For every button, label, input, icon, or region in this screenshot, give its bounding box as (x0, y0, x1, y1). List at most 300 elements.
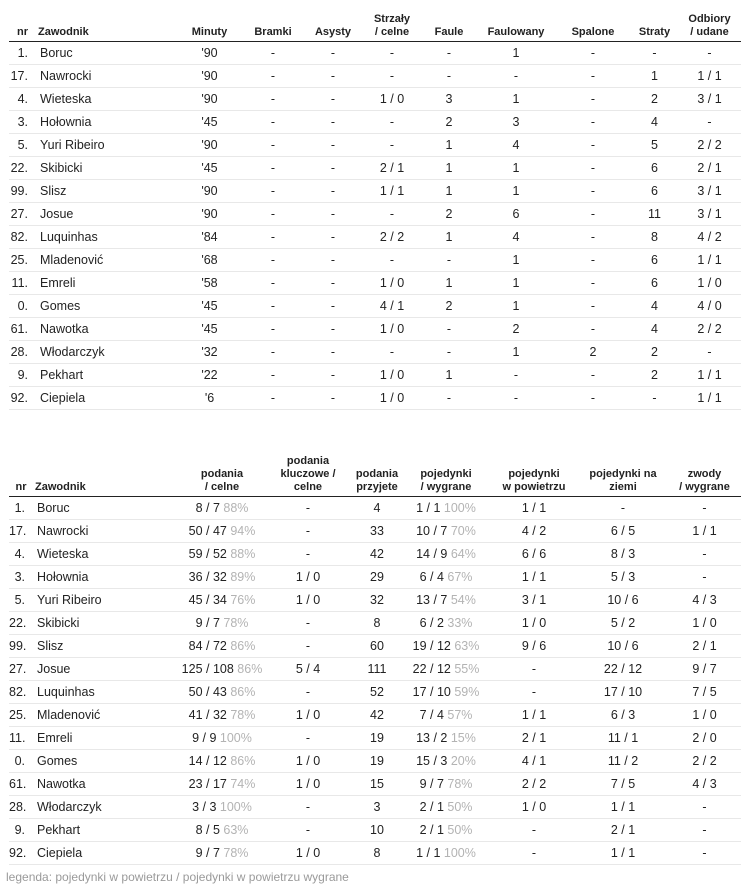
header-duels-line2: / wygrane (420, 481, 472, 493)
cell-nr: 22. (9, 157, 36, 180)
cell-goals: - (243, 387, 303, 410)
player-stats-table-2 (9, 452, 741, 865)
header-recoveries-line1: Odbiory (688, 13, 731, 25)
cell-player (33, 566, 180, 589)
cell-takeons (668, 612, 741, 635)
cell-shots: 1 / 0 (363, 387, 421, 410)
cell-player (33, 589, 180, 612)
cell-offsides: - (555, 180, 631, 203)
cell-player-value: Gomes (37, 754, 78, 768)
cell-shots: - (363, 341, 421, 364)
table-row (9, 520, 741, 543)
header-assists: Asysty (303, 6, 363, 42)
cell-duels-percent: 54% (450, 593, 476, 607)
cell-ground-duels (578, 589, 668, 612)
cell-fouled: 4 (477, 226, 555, 249)
table-row (9, 88, 741, 111)
cell-losses: - (631, 42, 678, 65)
cell-assists: - (303, 318, 363, 341)
cell-offsides: - (555, 88, 631, 111)
cell-passes-value: 84 / 72 (188, 639, 227, 653)
cell-minutes: '90 (176, 203, 243, 226)
cell-fouls: 1 (421, 272, 477, 295)
cell-fouled: 2 (477, 318, 555, 341)
cell-nr: 82. (9, 226, 36, 249)
cell-nr (9, 819, 33, 842)
cell-passes (180, 681, 264, 704)
cell-duels-value: 1 / 1 (416, 846, 441, 860)
cell-ground-duels (578, 727, 668, 750)
table-row (9, 842, 741, 865)
cell-nr: 17. (9, 65, 36, 88)
cell-player: Luquinhas (36, 226, 176, 249)
header-ground-duels-line1: pojedynki na (589, 468, 657, 480)
cell-offsides: - (555, 387, 631, 410)
cell-ground-duels-value: 17 / 10 (603, 685, 643, 699)
cell-ground-duels-value: 6 / 5 (610, 524, 636, 538)
cell-air-duels-value: - (531, 685, 537, 699)
cell-air-duels (490, 658, 578, 681)
cell-key-passes-value: 1 / 0 (295, 777, 321, 791)
cell-ground-duels-value: 22 / 12 (603, 662, 643, 676)
cell-player (33, 681, 180, 704)
cell-nr: 5. (9, 134, 36, 157)
cell-player: Włodarczyk (36, 341, 176, 364)
cell-duels (402, 727, 490, 750)
cell-fouled: 1 (477, 157, 555, 180)
table-row (9, 341, 741, 364)
cell-shots: 1 / 0 (363, 364, 421, 387)
cell-passes-percent: 86% (237, 662, 263, 676)
cell-air-duels-value: 4 / 2 (521, 524, 547, 538)
cell-ground-duels (578, 681, 668, 704)
table-row (9, 364, 741, 387)
cell-nr-value: 5. (14, 593, 25, 607)
cell-air-duels-value: 3 / 1 (521, 593, 547, 607)
cell-air-duels-value: 1 / 1 (521, 708, 547, 722)
cell-nr (9, 796, 33, 819)
cell-received (352, 612, 402, 635)
header-air-duels (490, 452, 578, 497)
cell-ground-duels (578, 497, 668, 520)
cell-nr: 0. (9, 295, 36, 318)
table-row (9, 543, 741, 566)
cell-assists: - (303, 88, 363, 111)
cell-ground-duels-value: 1 / 1 (610, 846, 636, 860)
table-row (9, 589, 741, 612)
cell-nr: 92. (9, 387, 36, 410)
cell-minutes: '45 (176, 295, 243, 318)
table-row (9, 704, 741, 727)
cell-passes-value: 59 / 52 (188, 547, 227, 561)
cell-air-duels-value: - (531, 823, 537, 837)
cell-received (352, 842, 402, 865)
cell-recoveries: 2 / 2 (678, 318, 741, 341)
cell-duels (402, 566, 490, 589)
cell-fouled: - (477, 65, 555, 88)
cell-fouled: 1 (477, 295, 555, 318)
cell-received (352, 773, 402, 796)
cell-player-value: Mladenović (37, 708, 101, 722)
cell-key-passes (264, 842, 352, 865)
cell-takeons-value: 1 / 1 (692, 524, 717, 538)
cell-nr (9, 681, 33, 704)
cell-assists: - (303, 226, 363, 249)
cell-shots: - (363, 203, 421, 226)
table-row (9, 134, 741, 157)
cell-duels (402, 635, 490, 658)
cell-received-value: 8 (373, 846, 381, 860)
cell-player: Skibicki (36, 157, 176, 180)
cell-received-value: 8 (373, 616, 381, 630)
cell-key-passes-value: 1 / 0 (295, 754, 321, 768)
table-row (9, 111, 741, 134)
header-minutes: Minuty (176, 6, 243, 42)
cell-minutes: '22 (176, 364, 243, 387)
cell-duels-percent: 100% (443, 846, 476, 860)
cell-player: Slisz (36, 180, 176, 203)
cell-player-value: Hołownia (37, 570, 89, 584)
cell-player: Emreli (36, 272, 176, 295)
header-recoveries (678, 6, 741, 42)
cell-air-duels-value: 4 / 1 (521, 754, 547, 768)
cell-shots: 4 / 1 (363, 295, 421, 318)
cell-takeons-value: 2 / 2 (692, 754, 717, 768)
cell-received (352, 520, 402, 543)
cell-player (33, 773, 180, 796)
header-key-passes-line2: kluczowe / (280, 468, 336, 480)
cell-duels-value: 14 / 9 (416, 547, 448, 561)
cell-received-value: 111 (367, 662, 387, 676)
cell-duels-percent: 67% (447, 570, 473, 584)
cell-air-duels (490, 819, 578, 842)
cell-nr: 4. (9, 88, 36, 111)
cell-received (352, 635, 402, 658)
cell-takeons-value: - (702, 846, 707, 860)
cell-losses: 6 (631, 249, 678, 272)
cell-recoveries: 4 / 2 (678, 226, 741, 249)
cell-air-duels-value: 2 / 2 (521, 777, 547, 791)
header-takeons-line1: zwody (687, 468, 722, 480)
cell-duels-percent: 50% (447, 800, 473, 814)
header-ground-duels-line2: ziemi (609, 481, 637, 493)
cell-received (352, 819, 402, 842)
table-row (9, 42, 741, 65)
table-row (9, 387, 741, 410)
cell-goals: - (243, 249, 303, 272)
cell-assists: - (303, 295, 363, 318)
cell-nr-value: 1. (14, 501, 25, 515)
cell-fouls: - (421, 249, 477, 272)
cell-key-passes-value: 5 / 4 (295, 662, 321, 676)
cell-losses: 1 (631, 65, 678, 88)
cell-recoveries: 1 / 1 (678, 249, 741, 272)
cell-duels-value: 13 / 2 (416, 731, 448, 745)
cell-received (352, 497, 402, 520)
cell-takeons (668, 658, 741, 681)
cell-key-passes-value: - (305, 524, 311, 538)
header-recoveries-line2: / udane (690, 26, 729, 38)
cell-received-value: 3 (373, 800, 381, 814)
cell-assists: - (303, 203, 363, 226)
cell-minutes: '45 (176, 318, 243, 341)
cell-duels-value: 2 / 1 (419, 823, 444, 837)
cell-takeons (668, 497, 741, 520)
cell-goals: - (243, 318, 303, 341)
cell-assists: - (303, 364, 363, 387)
cell-key-passes (264, 520, 352, 543)
header-key-passes (264, 452, 352, 497)
cell-air-duels (490, 543, 578, 566)
cell-passes-value: 9 / 7 (195, 846, 220, 860)
cell-shots: - (363, 111, 421, 134)
cell-passes-value: 125 / 108 (181, 662, 234, 676)
cell-player (33, 612, 180, 635)
cell-ground-duels (578, 704, 668, 727)
cell-shots: 2 / 1 (363, 157, 421, 180)
cell-key-passes-value: 1 / 0 (295, 846, 321, 860)
table-row (9, 157, 741, 180)
cell-fouls: 1 (421, 364, 477, 387)
cell-received-value: 52 (370, 685, 384, 699)
cell-ground-duels (578, 520, 668, 543)
cell-fouls: 3 (421, 88, 477, 111)
cell-recoveries: - (678, 42, 741, 65)
cell-duels-percent: 63% (454, 639, 480, 653)
cell-nr-value: 25. (9, 708, 27, 722)
header-losses: Straty (631, 6, 678, 42)
cell-fouled: - (477, 364, 555, 387)
cell-player (33, 543, 180, 566)
cell-duels-percent: 55% (454, 662, 480, 676)
cell-passes-percent: 100% (219, 731, 252, 745)
cell-key-passes (264, 727, 352, 750)
cell-air-duels (490, 704, 578, 727)
cell-passes-percent: 63% (223, 823, 249, 837)
table-row (9, 203, 741, 226)
cell-ground-duels-value: - (620, 501, 626, 515)
cell-key-passes-value: - (305, 639, 311, 653)
cell-offsides: 2 (555, 341, 631, 364)
cell-air-duels (490, 520, 578, 543)
cell-air-duels-value: - (531, 662, 537, 676)
cell-duels-percent: 78% (447, 777, 473, 791)
cell-passes-value: 9 / 7 (195, 616, 220, 630)
cell-takeons (668, 589, 741, 612)
header-duels (402, 452, 490, 497)
header-passes (180, 452, 264, 497)
cell-fouled: 1 (477, 42, 555, 65)
table-row (9, 566, 741, 589)
cell-nr: 99. (9, 180, 36, 203)
header-air-duels-line1: pojedynki (508, 468, 560, 480)
cell-ground-duels (578, 543, 668, 566)
cell-received (352, 681, 402, 704)
table-row (9, 612, 741, 635)
cell-received-value: 19 (370, 754, 384, 768)
cell-player: Nawrocki (36, 65, 176, 88)
table-row (9, 681, 741, 704)
cell-nr (9, 727, 33, 750)
header-shots-line1: Strzały (373, 13, 411, 25)
header-received-line2: przyjete (356, 481, 398, 493)
cell-takeons (668, 704, 741, 727)
cell-fouled: 1 (477, 88, 555, 111)
cell-duels (402, 842, 490, 865)
cell-takeons (668, 750, 741, 773)
cell-passes-value: 23 / 17 (188, 777, 227, 791)
header-ground-duels (578, 452, 668, 497)
cell-passes (180, 727, 264, 750)
cell-recoveries: 3 / 1 (678, 88, 741, 111)
cell-minutes: '68 (176, 249, 243, 272)
cell-losses: 2 (631, 364, 678, 387)
cell-key-passes-value: - (305, 501, 311, 515)
cell-passes-value: 8 / 5 (195, 823, 220, 837)
cell-ground-duels-value: 7 / 5 (610, 777, 636, 791)
cell-nr-value: 82. (9, 685, 27, 699)
cell-key-passes (264, 635, 352, 658)
cell-nr (9, 635, 33, 658)
cell-fouled: 3 (477, 111, 555, 134)
cell-losses: 6 (631, 272, 678, 295)
cell-player-value: Nawotka (37, 777, 86, 791)
cell-fouled: 6 (477, 203, 555, 226)
cell-duels-value: 1 / 1 (416, 501, 441, 515)
cell-fouls: - (421, 341, 477, 364)
table-row (9, 635, 741, 658)
cell-fouls: 2 (421, 295, 477, 318)
cell-air-duels-value: 9 / 6 (521, 639, 547, 653)
cell-nr (9, 566, 33, 589)
cell-nr: 61. (9, 318, 36, 341)
cell-nr (9, 612, 33, 635)
cell-passes (180, 842, 264, 865)
cell-air-duels-value: 2 / 1 (521, 731, 547, 745)
cell-duels-value: 6 / 4 (419, 570, 444, 584)
cell-goals: - (243, 65, 303, 88)
header-player: Zawodnik (36, 6, 176, 42)
cell-nr-value: 0. (14, 754, 25, 768)
cell-passes-value: 9 / 9 (192, 731, 217, 745)
cell-takeons-value: 1 / 0 (692, 708, 717, 722)
cell-fouled: - (477, 387, 555, 410)
header-goals: Bramki (243, 6, 303, 42)
cell-duels-value: 22 / 12 (412, 662, 451, 676)
cell-air-duels (490, 681, 578, 704)
table-row (9, 295, 741, 318)
cell-key-passes (264, 497, 352, 520)
cell-player: Ciepiela (36, 387, 176, 410)
cell-recoveries: 2 / 1 (678, 157, 741, 180)
cell-takeons-value: 4 / 3 (692, 593, 717, 607)
cell-goals: - (243, 341, 303, 364)
cell-duels (402, 773, 490, 796)
cell-received-value: 60 (370, 639, 384, 653)
cell-recoveries: 3 / 1 (678, 180, 741, 203)
header-received (352, 452, 402, 497)
cell-nr-value: 3. (14, 570, 25, 584)
cell-goals: - (243, 295, 303, 318)
cell-nr-value: 28. (9, 800, 27, 814)
cell-player-value: Boruc (37, 501, 70, 515)
cell-received (352, 796, 402, 819)
cell-fouls: - (421, 387, 477, 410)
cell-assists: - (303, 111, 363, 134)
cell-key-passes (264, 704, 352, 727)
cell-duels (402, 658, 490, 681)
cell-takeons-value: - (702, 501, 707, 515)
cell-minutes: '6 (176, 387, 243, 410)
cell-offsides: - (555, 157, 631, 180)
cell-received-value: 32 (370, 593, 384, 607)
cell-key-passes-value: 1 / 0 (295, 708, 321, 722)
cell-nr-value: 22. (9, 616, 27, 630)
cell-fouls: 1 (421, 157, 477, 180)
cell-player-value: Skibicki (37, 616, 80, 630)
cell-passes (180, 819, 264, 842)
cell-received-value: 15 (370, 777, 384, 791)
cell-fouls: - (421, 42, 477, 65)
cell-shots: - (363, 42, 421, 65)
cell-received (352, 543, 402, 566)
cell-goals: - (243, 226, 303, 249)
header-takeons-line2: / wygrane (679, 481, 730, 493)
cell-nr (9, 543, 33, 566)
cell-recoveries: - (678, 341, 741, 364)
cell-assists: - (303, 42, 363, 65)
cell-duels-value: 19 / 12 (412, 639, 451, 653)
cell-received (352, 704, 402, 727)
cell-ground-duels-value: 5 / 3 (610, 570, 636, 584)
cell-received (352, 658, 402, 681)
cell-recoveries: 1 / 1 (678, 65, 741, 88)
table-row (9, 272, 741, 295)
cell-nr-value: 27. (9, 662, 27, 676)
cell-takeons-value: 9 / 7 (692, 662, 717, 676)
cell-ground-duels (578, 750, 668, 773)
cell-passes-value: 3 / 3 (192, 800, 217, 814)
cell-passes (180, 543, 264, 566)
cell-passes-percent: 88% (230, 547, 256, 561)
cell-minutes: '90 (176, 88, 243, 111)
cell-losses: 6 (631, 180, 678, 203)
cell-duels (402, 589, 490, 612)
cell-assists: - (303, 65, 363, 88)
cell-player-value: Włodarczyk (37, 800, 102, 814)
cell-passes (180, 658, 264, 681)
cell-takeons-value: - (702, 570, 707, 584)
cell-air-duels (490, 773, 578, 796)
cell-passes (180, 566, 264, 589)
cell-takeons (668, 842, 741, 865)
table-row (9, 65, 741, 88)
cell-player: Boruc (36, 42, 176, 65)
cell-minutes: '90 (176, 180, 243, 203)
cell-duels-value: 2 / 1 (419, 800, 444, 814)
cell-player: Pekhart (36, 364, 176, 387)
cell-key-passes-value: - (305, 800, 311, 814)
cell-passes (180, 520, 264, 543)
cell-player-value: Slisz (37, 639, 64, 653)
cell-nr-value: 11. (9, 731, 26, 745)
cell-nr (9, 589, 33, 612)
cell-received (352, 589, 402, 612)
cell-ground-duels (578, 819, 668, 842)
cell-passes-value: 41 / 32 (188, 708, 227, 722)
cell-key-passes (264, 819, 352, 842)
cell-duels (402, 497, 490, 520)
